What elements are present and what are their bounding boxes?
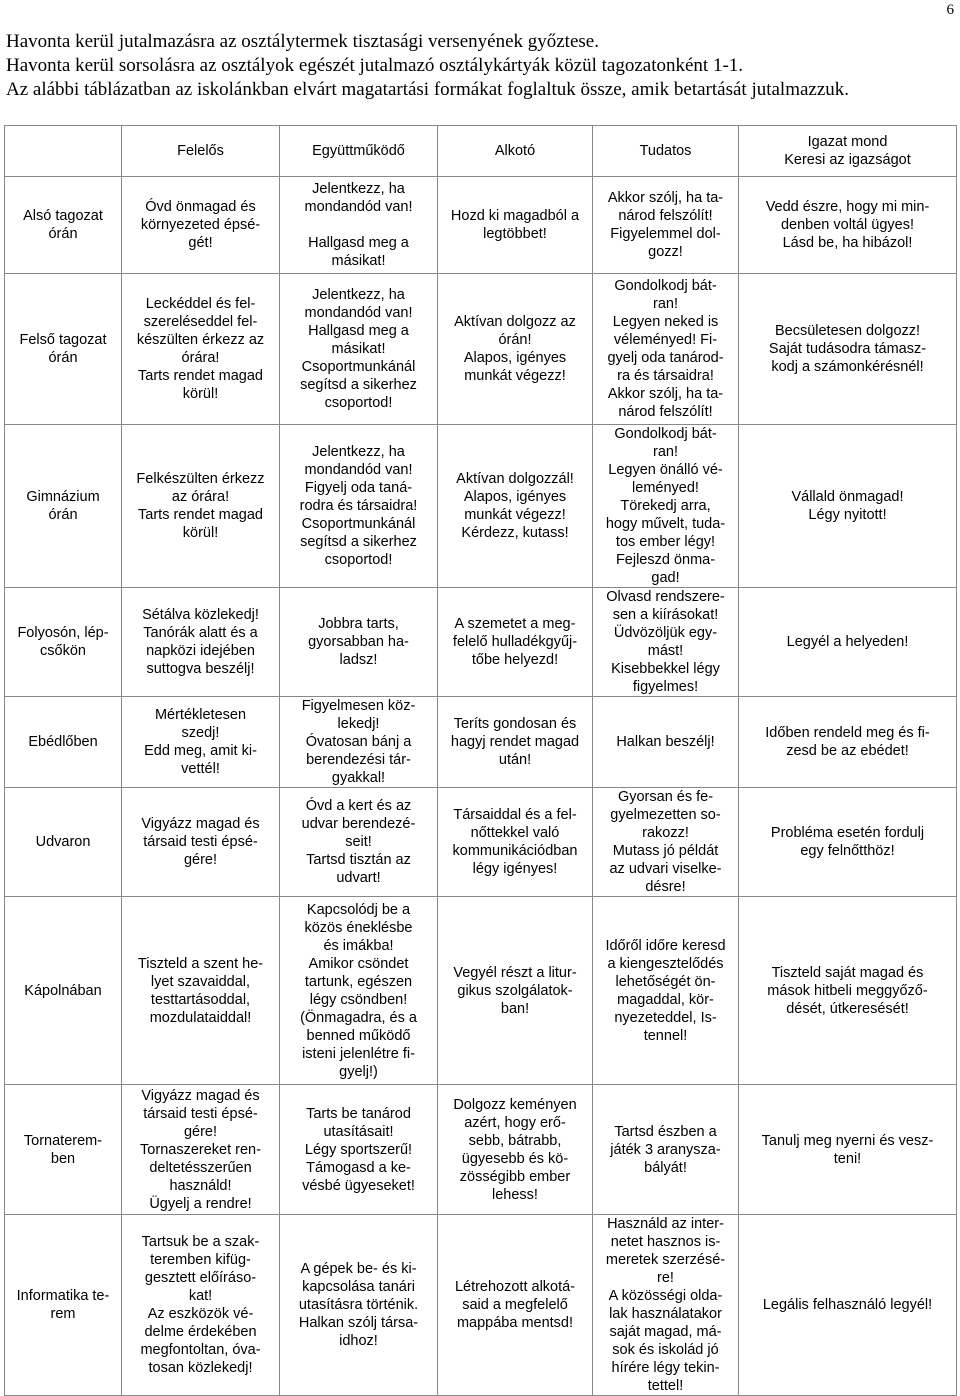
cell-line: figyelmes! <box>632 679 699 695</box>
table-body <box>5 177 957 1396</box>
cell-line: sebb, bátrabb, <box>468 1132 562 1149</box>
cell-line: Figyelemmel dol- <box>610 226 721 242</box>
cell-line: mást! <box>647 643 684 659</box>
cell-line: órán <box>48 350 78 366</box>
cell-line: légy csöndben! <box>309 991 408 1008</box>
cell-line: Hozd ki magadból a <box>450 208 580 224</box>
rule-cell <box>593 1215 739 1396</box>
rule-cell <box>438 1085 593 1215</box>
cell-line: Tiszteld a szent he- <box>137 955 264 972</box>
cell-line: Csoportmunkánál <box>301 516 416 532</box>
cell-line: Kisebbekkel légy <box>611 661 720 677</box>
location-cell <box>5 274 122 425</box>
rule-cell <box>280 588 438 697</box>
cell-line: isteni jelenlétre fi- <box>302 1045 415 1062</box>
cell-line: társaid testi épsé- <box>143 834 258 850</box>
cell-line: suttogva beszélj! <box>146 661 255 677</box>
cell-line: Csoportmunkánál <box>301 359 416 375</box>
rule-cell <box>280 1215 438 1396</box>
cell-line: Mutass jó példát <box>612 843 719 859</box>
cell-line: ben <box>50 1150 76 1167</box>
cell-line: Keresi az igazságot <box>784 152 911 168</box>
cell-line: benned működő <box>306 1027 411 1044</box>
cell-line: nőttekkel való <box>470 825 560 841</box>
cell-line: vésbé ügyeseket! <box>302 1177 415 1194</box>
cell-line: Jelentkezz, ha <box>312 287 405 303</box>
cell-line: Legyél a helyeden! <box>786 634 909 650</box>
cell-line: hogy művelt, tuda- <box>605 516 726 532</box>
cell-line: környezeted épsé- <box>140 217 261 233</box>
cell-line: kat! <box>188 1288 213 1304</box>
cell-line: órára! <box>181 350 220 366</box>
cell-line: legtöbbet! <box>483 226 547 242</box>
cell-line: Tarts rendet magad <box>138 507 263 523</box>
cell-line: Létrehozott alkotá- <box>454 1279 576 1295</box>
cell-line: egy felnőtthöz! <box>800 843 895 859</box>
rule-cell <box>739 274 957 425</box>
table-row <box>5 588 957 697</box>
cell-line: Támogasd a ke- <box>306 1159 411 1176</box>
cell-line: szedj! <box>181 725 220 741</box>
cell-line: Hallgasd meg a <box>308 323 409 339</box>
cell-line: lekedj! <box>337 716 380 732</box>
cell-line: napközi idejében <box>146 643 255 659</box>
location-cell <box>5 897 122 1085</box>
cell-line: Alapos, igényes <box>463 350 567 366</box>
location-cell <box>5 788 122 897</box>
cell-line: használd! <box>169 1177 232 1194</box>
cell-line: seit! <box>345 834 372 850</box>
cell-line: Jobbra tarts, <box>318 616 399 632</box>
rule-cell <box>438 425 593 588</box>
rule-cell <box>122 274 280 425</box>
cell-line: Az eszközök vé- <box>147 1306 254 1322</box>
cell-line: deltetésszerűen <box>149 1159 252 1176</box>
rule-cell <box>739 425 957 588</box>
cell-line: národ felszólít! <box>618 404 713 420</box>
cell-line: lak használatakor <box>609 1306 722 1322</box>
cell-line: Fejleszd önma- <box>615 552 716 568</box>
cell-line: mondandód van! <box>304 199 413 215</box>
rule-cell <box>739 697 957 788</box>
cell-line: Tartsd észben a <box>614 1123 717 1140</box>
rule-cell <box>438 274 593 425</box>
cell-line: munkát végezz! <box>464 507 566 523</box>
cell-line: tartunk, egészen <box>304 973 413 990</box>
cell-line: után! <box>498 752 532 768</box>
cell-line: Olvasd rendszere- <box>606 589 725 605</box>
cell-line: Tanórák alatt és a <box>143 625 258 641</box>
intro-line: Havonta kerül jutalmazásra az osztálytermek tisztasági versenyének győztese. <box>6 31 599 52</box>
cell-line: csőkön <box>40 643 86 659</box>
cell-line: Jelentkezz, ha <box>312 181 405 197</box>
cell-line: Halkan beszélj! <box>616 734 715 750</box>
rule-cell <box>739 1215 957 1396</box>
rule-cell <box>593 588 739 697</box>
rule-cell <box>280 274 438 425</box>
cell-line: gére! <box>183 852 218 868</box>
table-row <box>5 425 957 588</box>
cell-line: udvar berendezé- <box>301 816 416 832</box>
cell-line: tennel! <box>643 1027 688 1044</box>
cell-line: národ felszólít! <box>618 208 713 224</box>
cell-line: Légy sportszerű! <box>304 1141 413 1158</box>
cell-line: sen a kiírásokat! <box>612 607 719 623</box>
cell-line: meretek szerzésé- <box>605 1252 726 1268</box>
cell-line: delme érdekében <box>144 1324 257 1340</box>
cell-line: ban! <box>500 1000 530 1017</box>
cell-line: Tartsuk be a szak- <box>141 1234 260 1250</box>
cell-line: Akkor szólj, ha ta- <box>607 386 724 402</box>
behavior-rules-table <box>4 125 957 1396</box>
table-row <box>5 177 957 274</box>
cell-line: leményed! <box>632 480 699 496</box>
rule-cell <box>593 425 739 588</box>
rule-cell <box>739 177 957 274</box>
cell-line: Sétálva közlekedj! <box>142 607 259 623</box>
cell-line: Tornaszereket ren- <box>140 1141 261 1158</box>
cell-line: gyelj!) <box>339 1063 378 1080</box>
cell-line: Tiszteld saját magad és <box>771 964 924 981</box>
cell-line: kapcsolása tanári <box>302 1279 415 1295</box>
cell-line: Óvatosan bánj a <box>305 734 412 750</box>
rule-cell <box>122 897 280 1085</box>
intro-line: Havonta kerül sorsolásra az osztályok egészét jutalmazó osztálykártyák közül tagozatonként 1-1. <box>6 55 744 76</box>
location-cell <box>5 1085 122 1215</box>
cell-line: kodj a számonkérésnél! <box>771 359 924 375</box>
cell-line: Kérdezz, kutass! <box>461 525 569 541</box>
cell-line: tettel! <box>647 1378 684 1394</box>
cell-line: hagyj rendet magad <box>450 734 580 750</box>
cell-line: mondandód van! <box>304 305 413 321</box>
rule-cell <box>438 897 593 1085</box>
cell-line: Kápolnában <box>24 982 102 999</box>
table-row <box>5 697 957 788</box>
rule-cell <box>593 897 739 1085</box>
cell-line: vettél! <box>181 761 220 777</box>
cell-line: Folyosón, lép- <box>17 625 109 641</box>
rule-cell <box>280 697 438 788</box>
cell-line: zesd be az ebédet! <box>786 743 909 759</box>
cell-line: Vigyázz magad és <box>141 816 260 832</box>
cell-line: Akkor szólj, ha ta- <box>607 190 724 206</box>
cell-line: az udvari viselke- <box>609 861 722 877</box>
cell-line: Teríts gondosan és <box>453 716 577 732</box>
cell-line: Legyen neked is <box>612 314 719 330</box>
rule-cell <box>739 588 957 697</box>
cell-line: lehetőségét ön- <box>615 973 716 990</box>
cell-line: ladsz! <box>339 652 378 668</box>
cell-line: közös éneklésbe <box>304 919 413 936</box>
cell-line: órán <box>48 507 78 523</box>
location-cell <box>5 177 122 274</box>
cell-line: A közösségi olda- <box>608 1288 723 1304</box>
cell-line: A gépek be- és ki- <box>300 1261 417 1277</box>
cell-line: tőbe helyezd! <box>471 652 559 668</box>
cell-line: másikat! <box>331 341 386 357</box>
cell-line: ra és társaidra! <box>617 368 714 384</box>
rule-cell <box>739 897 957 1085</box>
rule-cell <box>280 897 438 1085</box>
cell-line: Legális felhasználó legyél! <box>762 1297 933 1313</box>
cell-line: légy igényes! <box>472 861 558 877</box>
rule-cell <box>438 697 593 788</box>
cell-line <box>283 216 434 234</box>
cell-line: Használd az inter- <box>607 1216 724 1232</box>
intro-text <box>6 30 946 102</box>
column-header: Tudatos <box>593 126 739 177</box>
cell-line: Felkészülten érkezz <box>136 471 265 487</box>
table-row <box>5 788 957 897</box>
table-row <box>5 1085 957 1215</box>
cell-line: udvart! <box>336 870 381 886</box>
cell-line: Amikor csöndet <box>308 955 409 972</box>
cell-line: Tanulj meg nyerni és vesz- <box>761 1132 934 1149</box>
cell-line: munkát végezz! <box>464 368 566 384</box>
cell-line: Figyelmesen köz- <box>301 698 416 714</box>
cell-line: ran! <box>653 444 678 460</box>
rule-cell <box>280 788 438 897</box>
cell-line: Tarts rendet magad <box>138 368 263 384</box>
cell-line: gyelmezetten so- <box>610 807 721 823</box>
cell-line: kommunikációdban <box>452 843 578 859</box>
rule-cell <box>280 425 438 588</box>
cell-line: désre! <box>645 879 686 895</box>
cell-line: órán <box>48 226 78 242</box>
cell-line: csoportod! <box>324 395 393 411</box>
cell-line: segítsd a sikerhez <box>300 377 417 393</box>
cell-line: Saját tudásodra támasz- <box>768 341 927 357</box>
rule-cell <box>122 1085 280 1215</box>
cell-line: Tartsd tisztán az <box>306 852 411 868</box>
table-row <box>5 897 957 1085</box>
cell-line: berendezési tár- <box>306 752 411 768</box>
cell-line: Légy nyitott! <box>808 507 887 523</box>
cell-line: mondandód van! <box>304 462 413 478</box>
cell-line: Informatika te- <box>16 1288 110 1304</box>
cell-line: Dolgozz keményen <box>453 1096 577 1113</box>
cell-line: nyezeteddel, Is- <box>614 1009 717 1026</box>
cell-line: utasításait! <box>323 1123 394 1140</box>
rule-cell <box>438 1215 593 1396</box>
cell-line: Óvd a kert és az <box>305 798 412 814</box>
cell-line: gad! <box>651 570 680 586</box>
table-row <box>5 274 957 425</box>
cell-line: csoportod! <box>324 552 393 568</box>
cell-line: Hallgasd meg a <box>308 235 409 251</box>
rule-cell <box>739 1085 957 1215</box>
cell-line: és imákba! <box>323 937 394 954</box>
cell-line: Tornaterem- <box>23 1132 103 1149</box>
cell-line: rem <box>50 1306 76 1322</box>
cell-line: Időről időre keresd <box>605 937 726 954</box>
column-header <box>739 126 957 177</box>
cell-line: mások hitbeli meggyőző- <box>767 982 928 999</box>
cell-line: said a megfelelő <box>462 1297 568 1313</box>
cell-line: Gondolkodj bát- <box>614 426 717 442</box>
rule-cell <box>438 788 593 897</box>
cell-line: órán! <box>498 332 532 348</box>
cell-line: társaid testi épsé- <box>143 1105 258 1122</box>
cell-line: Halkan szólj társa- <box>298 1315 419 1331</box>
cell-line: Felső tagozat <box>19 332 107 348</box>
cell-line: véleményed! Fi- <box>613 332 718 348</box>
cell-line: Vedd észre, hogy mi min- <box>765 199 930 215</box>
cell-line: Legyen önálló vé- <box>608 462 723 478</box>
rule-cell <box>593 697 739 788</box>
cell-line: Vigyázz magad és <box>141 1087 260 1104</box>
cell-line: Óvd önmagad és <box>145 199 256 215</box>
cell-line: Törekedj arra, <box>620 498 711 514</box>
column-header: Alkotó <box>438 126 593 177</box>
cell-line: Gimnázium <box>26 489 100 505</box>
cell-line: azért, hogy erő- <box>464 1114 566 1131</box>
cell-line: Tarts be tanárod <box>306 1105 411 1122</box>
cell-line: tosan közlekedj! <box>148 1360 253 1376</box>
cell-line: ran! <box>653 296 678 312</box>
cell-line: a kiengesztelődés <box>607 955 724 972</box>
cell-line: Probléma esetén fordulj <box>770 825 925 841</box>
cell-line: szereléseddel fel- <box>143 314 258 330</box>
rule-cell <box>122 425 280 588</box>
rule-cell <box>122 588 280 697</box>
cell-line: Társaiddal és a fel- <box>453 807 577 823</box>
cell-line: magaddal, kör- <box>617 991 714 1008</box>
cell-line: Ügyelj a rendre! <box>149 1195 252 1212</box>
cell-line: teremben kifüg- <box>150 1252 251 1268</box>
location-cell <box>5 697 122 788</box>
rule-cell <box>122 788 280 897</box>
cell-line: utasításra történik. <box>298 1297 419 1313</box>
cell-line: körül! <box>182 386 219 402</box>
location-cell <box>5 425 122 588</box>
column-header: Felelős <box>122 126 280 177</box>
cell-line: segítsd a sikerhez <box>300 534 417 550</box>
cell-line: Jelentkezz, ha <box>312 444 405 460</box>
rule-cell <box>122 1215 280 1396</box>
cell-line: lehess! <box>492 1186 538 1203</box>
cell-line: gyorsabban ha- <box>308 634 409 650</box>
rule-cell <box>739 788 957 897</box>
cell-line: hírére légy tekin- <box>611 1360 720 1376</box>
cell-line: Mértékletesen <box>154 707 247 723</box>
column-header: Együttműködő <box>280 126 438 177</box>
cell-line: saját magad, má- <box>609 1324 722 1340</box>
rule-cell <box>593 274 739 425</box>
cell-line: gozz! <box>648 244 683 260</box>
rule-cell <box>280 177 438 274</box>
rule-cell <box>122 177 280 274</box>
cell-line: gikus szolgálatok- <box>457 982 573 999</box>
table-header-row <box>5 126 957 177</box>
cell-line: gesztett előíráso- <box>144 1270 257 1286</box>
rule-cell <box>122 697 280 788</box>
cell-line: tos ember légy! <box>615 534 716 550</box>
cell-line: Ebédlőben <box>28 734 98 750</box>
cell-line: dését, útkeresését! <box>786 1000 909 1017</box>
cell-line: mappába mentsd! <box>456 1315 574 1331</box>
location-cell <box>5 588 122 697</box>
intro-line: Az alábbi táblázatban az iskolánkban elvárt magatartási formákat foglaltuk össze, amik betartását jutalmazzuk. <box>6 79 850 100</box>
cell-line: másikat! <box>331 253 386 269</box>
cell-line: netet hasznos is- <box>610 1234 721 1250</box>
column-header <box>5 126 122 177</box>
cell-line: Becsületesen dolgozz! <box>774 323 921 339</box>
cell-line: Leckéddel és fel- <box>145 296 256 312</box>
rule-cell <box>438 177 593 274</box>
cell-line: Vállald önmagad! <box>791 489 904 505</box>
cell-line: felelő hulladékgyűj- <box>452 634 578 650</box>
rule-cell <box>438 588 593 697</box>
location-cell <box>5 1215 122 1396</box>
cell-line: gére! <box>183 1123 218 1140</box>
cell-line: rakozz! <box>642 825 689 841</box>
rule-cell <box>593 1085 739 1215</box>
cell-line: Edd meg, amit ki- <box>144 743 257 759</box>
cell-line: gét! <box>188 235 213 251</box>
cell-line: Aktívan dolgozzál! <box>456 471 574 487</box>
cell-line: Alapos, igényes <box>463 489 567 505</box>
cell-line: körül! <box>182 525 219 541</box>
cell-line: teni! <box>833 1150 862 1167</box>
page-number: 6 <box>946 2 954 18</box>
cell-line: Gondolkodj bát- <box>614 278 717 294</box>
rule-cell <box>593 788 739 897</box>
cell-line: játék 3 aranysza- <box>610 1141 721 1158</box>
cell-line: gyakkal! <box>331 770 386 786</box>
cell-line: Üdvözöljük egy- <box>613 625 718 641</box>
cell-line: rodra és társaidra! <box>299 498 418 514</box>
cell-line: ügyesebb és kö- <box>461 1150 569 1167</box>
cell-line: A szemetet a meg- <box>454 616 576 632</box>
cell-line: Időben rendeld meg és fi- <box>765 725 930 741</box>
cell-line: Kapcsolódj be a <box>306 901 411 918</box>
cell-line: zösségibb ember <box>459 1168 571 1185</box>
cell-line: az órára! <box>171 489 230 505</box>
cell-line: (Önmagadra, és a <box>300 1009 417 1026</box>
cell-line: Figyelj oda taná- <box>304 480 413 496</box>
cell-line: bályát! <box>644 1159 687 1176</box>
cell-line: testtartásoddal, <box>150 991 251 1008</box>
cell-line: sok és iskolád jó <box>612 1342 719 1358</box>
rule-cell <box>593 177 739 274</box>
cell-line: Alsó tagozat <box>23 208 103 224</box>
cell-line: re! <box>657 1270 674 1286</box>
cell-line: megfontoltan, óva- <box>140 1342 261 1358</box>
table-row <box>5 1215 957 1396</box>
cell-line: Aktívan dolgozz az <box>454 314 576 330</box>
cell-line: idhoz! <box>339 1333 378 1349</box>
cell-line: készülten érkezz az <box>136 332 265 348</box>
cell-line: lyet szavaiddal, <box>150 973 251 990</box>
cell-line: mozdulataiddal! <box>149 1009 252 1026</box>
rule-cell <box>280 1085 438 1215</box>
cell-line: Udvaron <box>35 834 91 850</box>
cell-line: gyelj oda tanárod- <box>607 350 724 366</box>
cell-line: denben voltál ügyes! <box>780 217 914 233</box>
cell-line: Vegyél részt a litur- <box>453 964 577 981</box>
cell-line: Lásd be, ha hibázol! <box>782 235 913 251</box>
cell-line: Igazat mond <box>807 134 888 150</box>
cell-line: Gyorsan és fe- <box>617 789 714 805</box>
